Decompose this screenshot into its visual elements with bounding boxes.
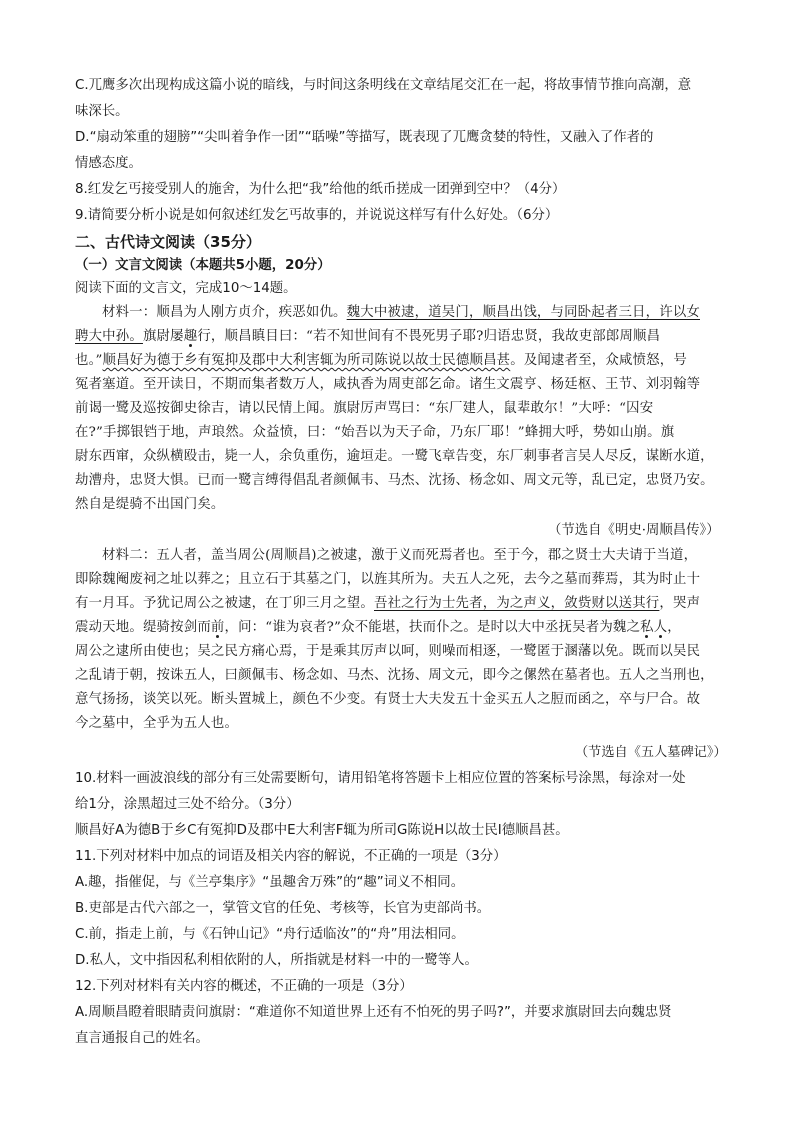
option-d-line-2: 情感态度。 xyxy=(75,156,142,171)
material-2-line-1: 材料二：五人者，盖当周公(周顺昌)之被逮，激于义而死焉者也。至于今，郡之贤士大夫请于当道， xyxy=(102,548,698,563)
question-12-option-a-line-1: A.周顺昌瞪着眼睛责问旗尉：“难道你不知道世界上还有不怕死的男子吗?”，并要求旗尉回去向魏忠贤 xyxy=(75,1005,672,1020)
dotted-word-si: 私 xyxy=(640,620,654,635)
question-10-line-2: 给1分，涂黑超过三处不给分。（3分） xyxy=(75,797,300,812)
material-1-text: 旗尉屡 xyxy=(142,329,184,344)
material-1-source: （节选自《明史·周顺昌传》） xyxy=(548,523,720,538)
dotted-word-qian: 前 xyxy=(210,620,225,635)
dotted-word-ren: 人 xyxy=(653,620,668,635)
material-2-text: ，问：“谁为哀者?”众不能堪，扶而仆之。是时以大中丞抚吴者为魏之 xyxy=(224,620,641,635)
question-11-option-b: B.吏部是古代六部之一，掌管文官的任免、考核等，长官为吏部尚书。 xyxy=(75,901,491,916)
question-10-sentence: 顺昌好A为德B于乡C有冤抑D及郡中E大利害F辄为所司G陈说H以故士民I德顺昌甚。 xyxy=(75,823,569,838)
option-d-line-1: D.“扇动笨重的翅膀”“尖叫着争作一团”“聒噪”等描写，既表现了兀鹰贪婪的特性，又融入了作者的 xyxy=(75,130,654,145)
material-2-line-4 xyxy=(75,618,681,638)
material-1-line-1 xyxy=(102,303,700,323)
material-1-text: 行，顺昌瞋目曰：“若不知世间有不畏死男子耶?归语忠贤，我故吏部郎周顺昌 xyxy=(197,329,661,344)
question-11-option-c: C.前，指走上前，与《石钟山记》“舟行适临汝”的“舟”用法相同。 xyxy=(75,927,465,942)
underlined-sentence: 吾社之行为士先者，为之声义，敛赀财以送其行 xyxy=(374,596,660,611)
question-8: 8.红发乞丐接受别人的施舍，为什么把“我”给他的纸币搓成一团弹到空中？（4分） xyxy=(75,182,566,197)
material-2-line-7: 意气扬扬，谈笑以死。断头置城上，颜色不少变。有贤士大夫发五十金买五人之脰而函之，卒与尸合。故 xyxy=(75,692,701,707)
section-2-title: 二、古代诗文阅读（35分） xyxy=(75,233,261,251)
material-1-line-8: 劫漕舟，忠贤大惧。已而一鹭言缚得倡乱者颜佩韦、马杰、沈扬、杨念如、周文元等，乱已定，忠贤乃安。 xyxy=(75,473,714,488)
material-1-line-9: 然自是缇骑不出国门矣。 xyxy=(75,497,225,512)
material-2-text: ， xyxy=(667,620,681,635)
material-1-text: 材料一：顺昌为人刚方贞介，疾恶如仇。 xyxy=(102,305,347,320)
subsection-1-title: （一）文言文阅读（本题共5小题，20分） xyxy=(75,258,331,273)
material-1-line-3 xyxy=(75,351,687,371)
underlined-sentence: 魏大中被逮，道吴门，顺昌出饯，与同卧起者三日，许以女 xyxy=(346,305,700,320)
question-12-option-a-line-2: 直言通报自己的姓名。 xyxy=(75,1031,209,1046)
material-2-line-3 xyxy=(75,594,700,614)
instruction: 阅读下面的文言文，完成10～14题。 xyxy=(75,281,297,296)
question-10-line-1: 10.材料一画波浪线的部分有三处需要断句，请用铅笔将答题卡上相应位置的答案标号涂黑，每涂对一处 xyxy=(75,771,686,786)
material-2-text: 有一月耳。予犹记周公之被逮，在丁卯三月之望。 xyxy=(75,596,374,611)
option-c-line-1: C.兀鹰多次出现构成这篇小说的暗线，与时间这条明线在文章结尾交汇在一起，将故事情节推向高潮，意 xyxy=(75,78,692,93)
material-1-line-4: 冤者塞道。至开读日，不期而集者数万人，咸执香为周吏部乞命。诸生文震亨、杨廷枢、王节、刘羽翰等 xyxy=(75,377,701,392)
material-2-text: ，哭声 xyxy=(659,596,701,611)
material-1-line-6: 在?”手掷银铛于地，声琅然。众益愤，曰：“始吾以为天子命，乃东厂耶！”蜂拥大呼，势如山崩。旗 xyxy=(75,425,675,440)
dotted-word-qu: 趣 xyxy=(183,329,198,344)
material-2-line-6: 之乱请于朝，按诛五人，曰颜佩韦、杨念如、马杰、沈扬、周文元，即今之傫然在墓者也。五人之当刑也， xyxy=(75,668,714,683)
question-12-stem: 12.下列对材料有关内容的概述，不正确的一项是（3分） xyxy=(75,979,413,994)
material-1-line-5: 前谒一鹭及巡按御史徐吉，请以民情上闻。旗尉厉声骂曰：“东厂建人，鼠辈敢尔！”大呼：“囚安 xyxy=(75,401,654,416)
option-c-line-2: 味深长。 xyxy=(75,104,129,119)
material-2-text: 震动天地。缇骑按剑而 xyxy=(75,620,211,635)
material-1-line-7: 尉东西窜，众纵横殴击，毙一人，余负重伤，逾垣走。一鹭飞章告变，东厂刺事者言吴人尽反，谋断水道， xyxy=(75,449,714,464)
material-2-line-2: 即除魏阉废祠之址以葬之；且立石于其墓之门，以旌其所为。夫五人之死，去今之墓而葬焉，其为时止十 xyxy=(75,572,701,587)
material-1-line-2 xyxy=(75,327,660,347)
wavy-underlined-passage: 顺昌好为德于乡有冤抑及郡中大利害辄为所司陈说以故士民德顺昌甚 xyxy=(102,353,511,368)
question-11-option-a: A.趣，指催促，与《兰亭集序》“虽趣舍万殊”的“趣”词义不相同。 xyxy=(75,875,465,890)
question-9: 9.请简要分析小说是如何叙述红发乞丐故事的，并说说这样写有什么好处。（6分） xyxy=(75,208,559,223)
question-11-option-d: D.私人，文中指因私利相依附的人，所指就是材料一中的一鹭等人。 xyxy=(75,953,478,968)
question-11-stem: 11.下列对材料中加点的词语及相关内容的解说，不正确的一项是（3分） xyxy=(75,849,507,864)
material-1-text: 。及闻逮者至，众咸愤怒，号 xyxy=(510,353,687,368)
material-2-line-5: 周公之逮所由使也；吴之民方痛心焉，于是乘其厉声以呵，则噪而相逐，一鹭匿于溷藩以免。既而以吴民 xyxy=(75,644,701,659)
material-2-line-8: 今之墓中，全乎为五人也。 xyxy=(75,716,239,731)
material-1-text: 也。” xyxy=(75,353,103,368)
material-2-source: （节选自《五人墓碑记》） xyxy=(575,745,727,760)
underlined-sentence-end: 聘大中孙。 xyxy=(75,329,143,344)
